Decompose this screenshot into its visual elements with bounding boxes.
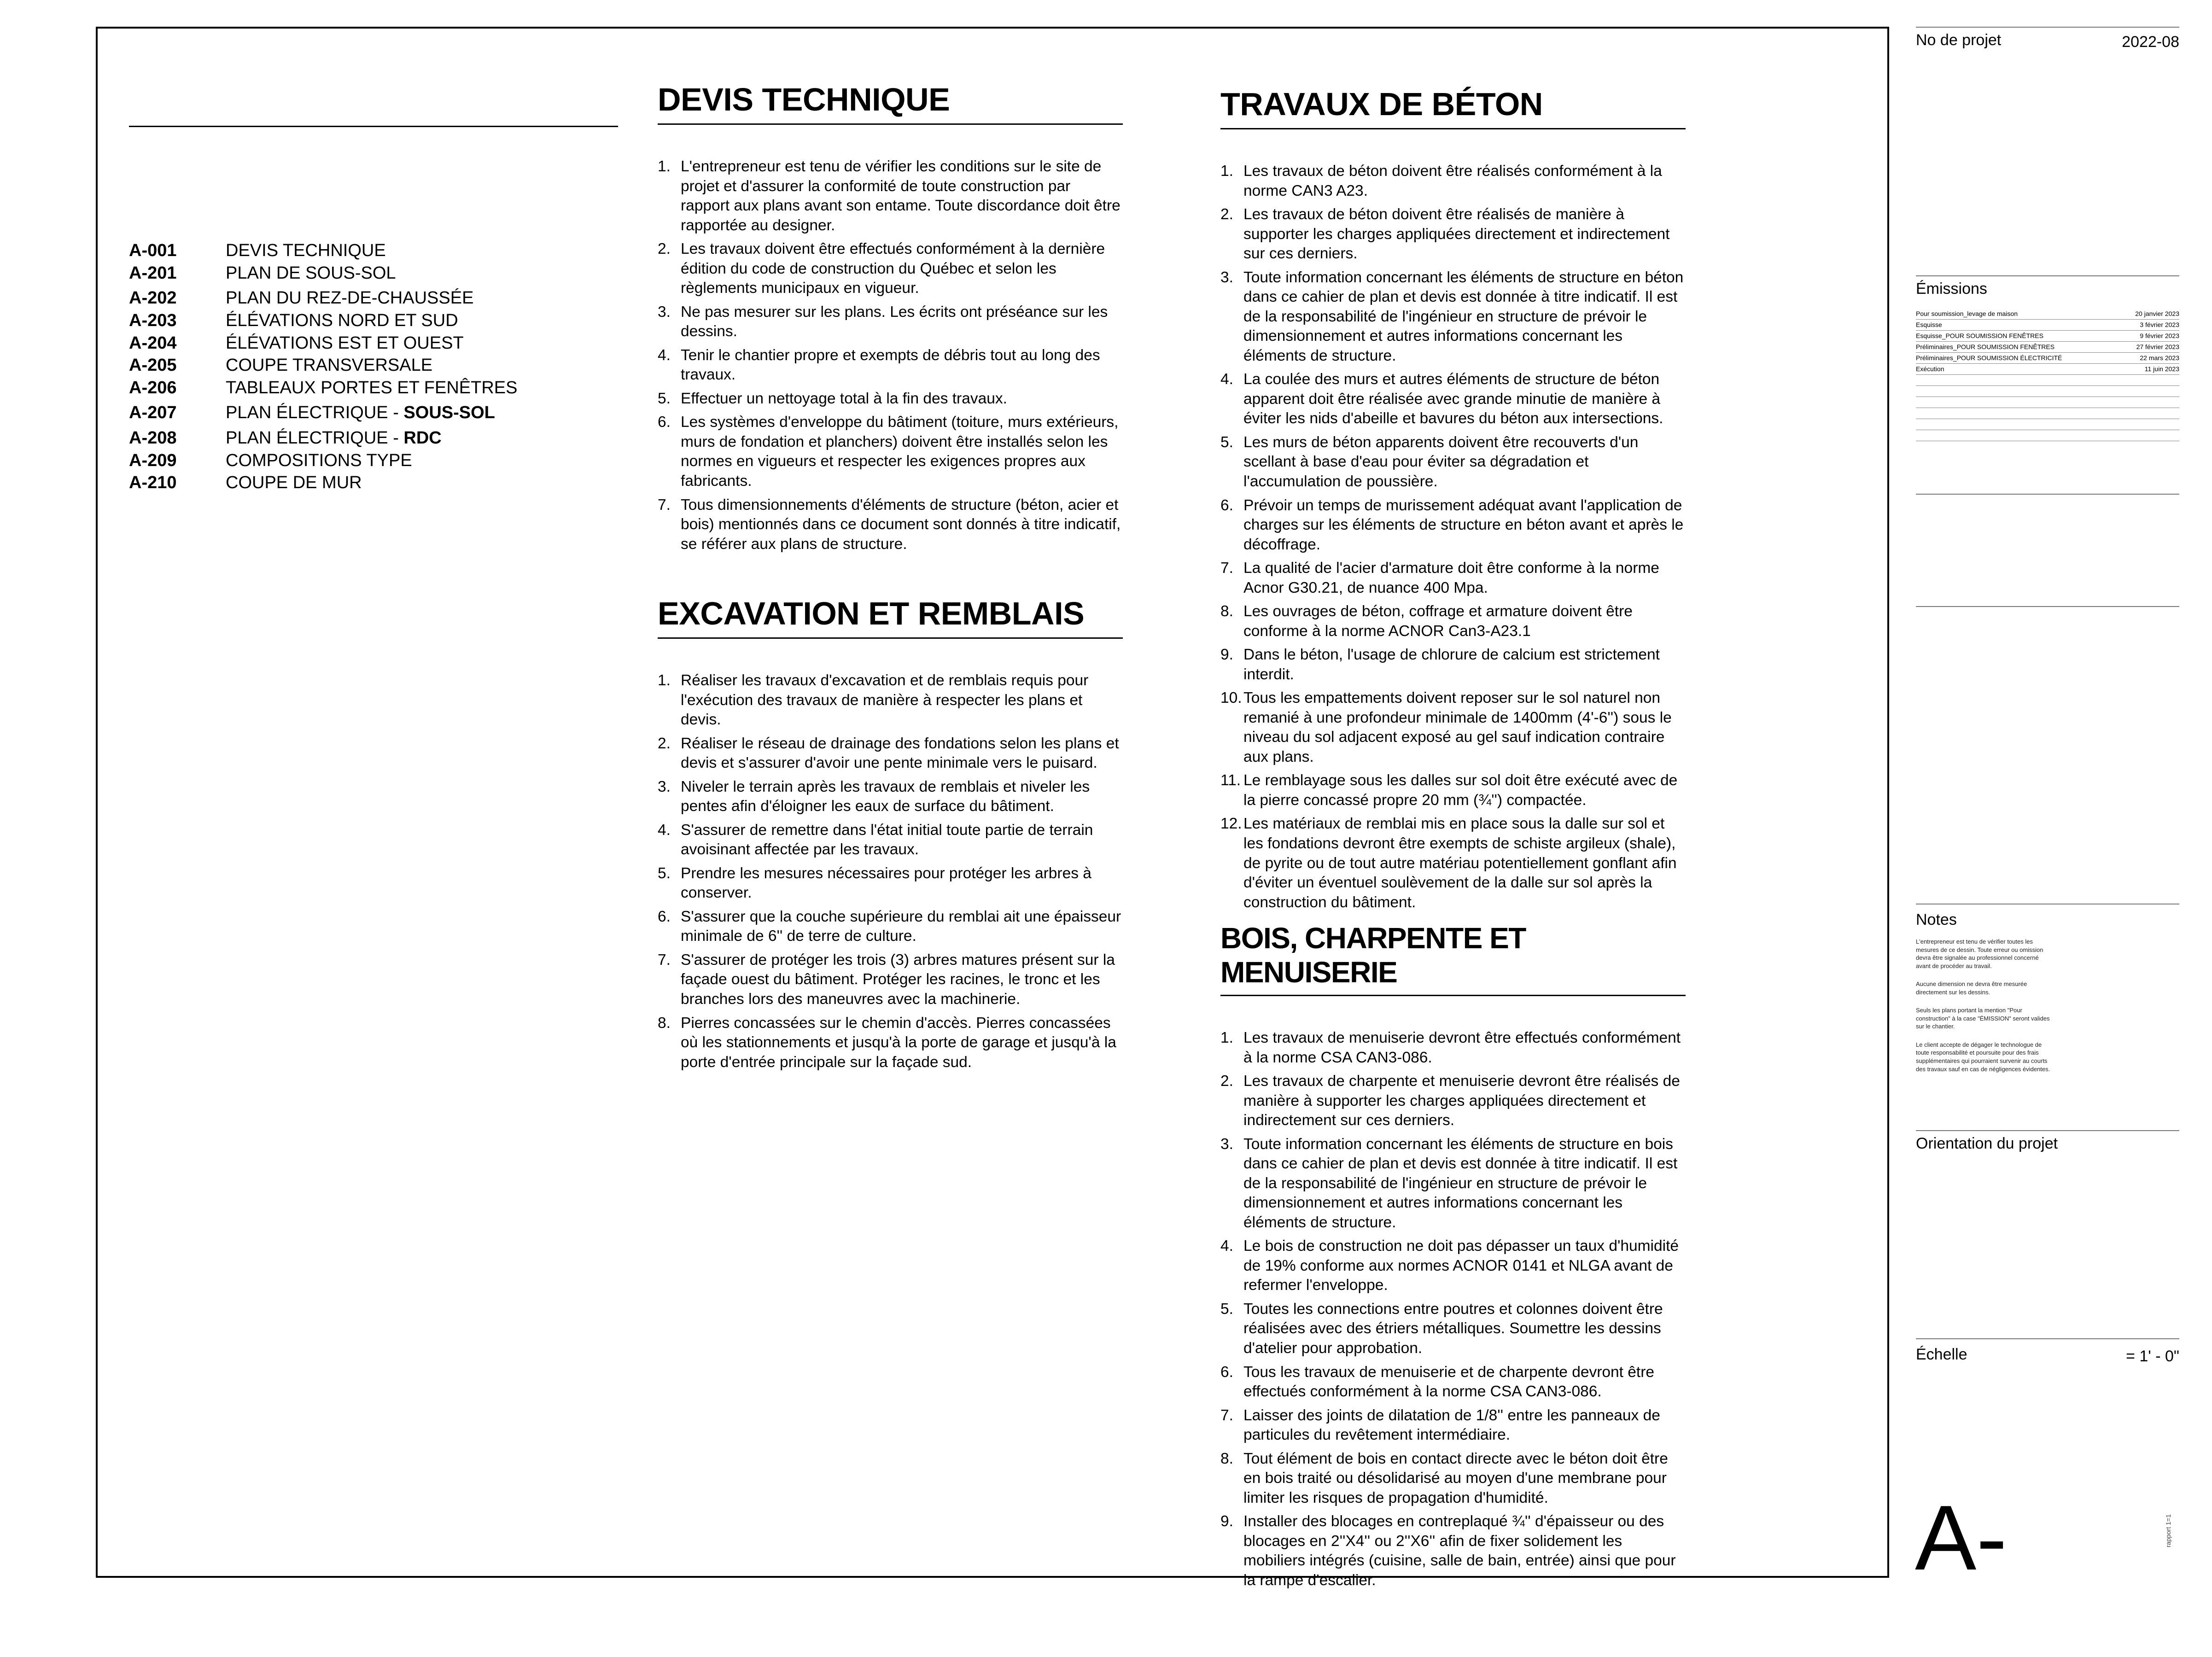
emission-row bbox=[1916, 408, 2179, 419]
spec-item bbox=[658, 496, 1123, 554]
spec-item-text: Les systèmes d'enveloppe du bâtiment (toiture, murs extérieurs, murs de fondation et planchers) doivent être installés selon les normes en vigueurs et respecter les exigences propres aux fabricants. bbox=[681, 414, 1119, 490]
spec-item-number: 1. bbox=[658, 672, 671, 689]
tb-rule bbox=[1916, 606, 2179, 607]
spec-item bbox=[1220, 205, 1686, 264]
spec-item bbox=[658, 303, 1123, 342]
emission-desc: Esquisse_POUR SOUMISSION FENÊTRES bbox=[1916, 332, 2043, 339]
spec-item bbox=[1220, 1449, 1686, 1508]
tb-rule bbox=[1916, 1338, 2179, 1339]
sheet-list-row bbox=[129, 427, 618, 449]
spec-item-text: Les ouvrages de béton, coffrage et armature doivent être conforme à la norme ACNOR Can3-A23.1 bbox=[1243, 603, 1633, 640]
sheet-name-text: PLAN ÉLECTRIQUE - bbox=[226, 428, 404, 448]
sheet-name bbox=[226, 377, 518, 399]
section-list bbox=[658, 157, 1123, 554]
spec-item-number: 4. bbox=[1220, 371, 1233, 388]
spec-item-text: Tous les empattements doivent reposer sur le sol naturel non remanié à une profondeur minimale de 1400mm (4'-6'') sous le niveau du sol adjacent exposé au gel sauf indication contraire aux plans. bbox=[1243, 689, 1672, 765]
sheet-name-text: COMPOSITIONS TYPE bbox=[226, 450, 412, 470]
sheet-name bbox=[226, 262, 396, 285]
section-title: BOIS, CHARPENTE ET MENUISERIE bbox=[1220, 922, 1526, 989]
spec-item-text: Dans le béton, l'usage de chlorure de calcium est strictement interdit. bbox=[1243, 646, 1660, 683]
section-rule bbox=[658, 123, 1123, 125]
spec-item-number: 9. bbox=[1220, 1513, 1233, 1530]
emission-row bbox=[1916, 309, 2179, 320]
spec-item bbox=[1220, 602, 1686, 641]
spec-item bbox=[658, 157, 1123, 235]
sheet-code: A-202 bbox=[129, 288, 177, 308]
note-paragraph: L'entrepreneur est tenu de vérifier toutes les mesures de ce dessin. Toute erreur ou omission devra être signalée au professionnel concerné avant de procéder au travail. bbox=[1916, 938, 2043, 969]
emission-row bbox=[1916, 320, 2179, 331]
spec-item-text: Niveler le terrain après les travaux de remblais et niveler les pentes afin d'éloigner les eaux de surface du bâtiment. bbox=[681, 778, 1090, 815]
spec-item-text: Tout élément de bois en contact directe avec le béton doit être en bois traité ou désolidarisé au moyen d'une membrane pour limiter les risques de propagation d'humidité. bbox=[1243, 1450, 1668, 1506]
spec-item-number: 5. bbox=[658, 390, 671, 407]
spec-item bbox=[1220, 1135, 1686, 1233]
sheet-name-bold: RDC bbox=[403, 428, 442, 448]
tb-rule bbox=[1916, 494, 2179, 495]
spec-item-number: 6. bbox=[1220, 1363, 1233, 1381]
tb-rule bbox=[1916, 27, 2179, 28]
spec-item-number: 12. bbox=[1220, 815, 1242, 833]
spec-item bbox=[658, 864, 1123, 903]
sheet-name bbox=[226, 449, 412, 472]
emission-date: 27 février 2023 bbox=[2136, 343, 2179, 350]
spec-item bbox=[1220, 162, 1686, 201]
spec-item bbox=[658, 951, 1123, 1009]
spec-item-text: Les travaux de béton doivent être réalisés de manière à supporter les charges appliquées directement et indirectement sur ces derniers. bbox=[1243, 206, 1670, 263]
spec-item-number: 6. bbox=[1220, 496, 1233, 514]
sheet-name-text: COUPE TRANSVERSALE bbox=[226, 356, 433, 375]
spec-item-number: 7. bbox=[658, 951, 671, 969]
emission-desc: Préliminaires_POUR SOUMISSION FENÊTRES bbox=[1916, 343, 2055, 350]
sheet-name-bold: SOUS-SOL bbox=[403, 403, 495, 423]
spec-item-number: 1. bbox=[658, 158, 671, 175]
spec-item-number: 6. bbox=[658, 414, 671, 431]
spec-item-number: 2. bbox=[1220, 1073, 1233, 1090]
emission-date: 3 février 2023 bbox=[2140, 321, 2179, 328]
spec-item-number: 2. bbox=[658, 735, 671, 752]
sheet-name bbox=[226, 472, 362, 494]
section-rule bbox=[658, 637, 1123, 639]
emission-row bbox=[1916, 331, 2179, 342]
spec-item bbox=[1220, 559, 1686, 598]
emission-row bbox=[1916, 353, 2179, 364]
notes-label: Notes bbox=[1916, 911, 1957, 928]
emission-desc: Préliminaires_POUR SOUMISSION ÉLECTRICITÉ bbox=[1916, 354, 2062, 362]
spec-item bbox=[1220, 771, 1686, 810]
spec-item-number: 8. bbox=[658, 1014, 671, 1032]
spec-item-text: Réaliser les travaux d'excavation et de remblais requis pour l'exécution des travaux de manière à respecter les plans et devis. bbox=[681, 672, 1089, 729]
project-number-label: No de projet bbox=[1916, 31, 2002, 49]
sheet-name-text: PLAN DU REZ-DE-CHAUSSÉE bbox=[226, 288, 474, 308]
spec-item-number: 8. bbox=[1220, 1450, 1233, 1467]
sheet-list bbox=[129, 239, 618, 494]
spec-item bbox=[1220, 1406, 1686, 1445]
emission-row bbox=[1916, 430, 2179, 441]
spec-item-number: 3. bbox=[658, 778, 671, 795]
spec-item bbox=[658, 821, 1123, 860]
section-list bbox=[658, 671, 1123, 1072]
sheet-list-row bbox=[129, 287, 618, 309]
spec-item bbox=[658, 346, 1123, 385]
spec-item bbox=[1220, 1512, 1686, 1590]
spec-item-number: 5. bbox=[1220, 1300, 1233, 1318]
spec-item bbox=[1220, 1237, 1686, 1295]
spec-item-number: 2. bbox=[658, 240, 671, 258]
spec-item-text: Prendre les mesures nécessaires pour protéger les arbres à conserver. bbox=[681, 864, 1091, 902]
orientation-label: Orientation du projet bbox=[1916, 1135, 2058, 1152]
spec-item-text: Les travaux doivent être effectués conformément à la dernière édition du code de construction du Québec et selon les règlements municipaux en vigueur. bbox=[681, 240, 1105, 297]
sheet-list-row bbox=[129, 402, 618, 424]
emissions-label: Émissions bbox=[1916, 280, 1987, 298]
spec-item-text: La qualité de l'acier d'armature doit être conforme à la norme Acnor G30.21, de nuance 400 Mpa. bbox=[1243, 560, 1659, 596]
spec-item-text: Toutes les connections entre poutres et colonnes doivent être réalisées avec des étriers métalliques. Soumettre les dessins d'atelier pour approbation. bbox=[1243, 1300, 1663, 1357]
spec-item-number: 1. bbox=[1220, 163, 1233, 180]
emission-date: 11 juin 2023 bbox=[2144, 365, 2179, 373]
spec-item-number: 2. bbox=[1220, 206, 1233, 223]
spec-item-number: 4. bbox=[658, 346, 671, 364]
spec-item-text: Prévoir un temps de murissement adéquat avant l'application de charges sur les éléments de structure en béton avant et après le décoffrage. bbox=[1243, 496, 1684, 553]
spec-item-number: 5. bbox=[658, 864, 671, 882]
note-paragraph: Seuls les plans portant la mention "Pour construction" à la case "ÉMISSION" seront valides sur le chantier. bbox=[1916, 1007, 2050, 1030]
emission-date: 20 janvier 2023 bbox=[2135, 310, 2179, 317]
spec-item-text: Toute information concernant les éléments de structure en bois dans ce cahier de plan et devis est donnée à titre indicatif. Il est de la responsabilité de l'ingénieur en structure de prévoir le dimensionnement et autres informations concernant les éléments de structure. bbox=[1243, 1135, 1678, 1231]
sheet-list-row bbox=[129, 354, 618, 377]
scale-label: Échelle bbox=[1916, 1346, 1967, 1363]
spec-item-text: Tous dimensionnements d'éléments de structure (béton, acier et bois) mentionnés dans ce document sont donnés à titre indicatif, se référer aux plans de structure. bbox=[681, 496, 1121, 553]
sheet-list-row bbox=[129, 239, 618, 262]
spec-item-number: 7. bbox=[658, 496, 671, 513]
emission-row bbox=[1916, 397, 2179, 408]
spec-item bbox=[658, 671, 1123, 730]
spec-item-text: Tenir le chantier propre et exempts de débris tout au long des travaux. bbox=[681, 346, 1100, 384]
spec-item bbox=[658, 777, 1123, 817]
spec-item-number: 7. bbox=[1220, 560, 1233, 577]
spec-item-number: 3. bbox=[1220, 1135, 1233, 1153]
sheet-name-text: ÉLÉVATIONS NORD ET SUD bbox=[226, 310, 458, 330]
sheet-name-text: COUPE DE MUR bbox=[226, 473, 362, 493]
sheet-code: A-206 bbox=[129, 378, 177, 397]
emission-desc: Exécution bbox=[1916, 365, 1944, 373]
sheet-code: A-209 bbox=[129, 450, 177, 470]
sheet-code: A-204 bbox=[129, 333, 177, 353]
sheet-name-text: PLAN ÉLECTRIQUE - bbox=[226, 403, 404, 423]
sheet-name-text: TABLEAUX PORTES ET FENÊTRES bbox=[226, 378, 518, 397]
emission-row bbox=[1916, 375, 2179, 386]
note-paragraph: Le client accepte de dégager le technologue de toute responsabilité et poursuite pour des frais supplémentaires qui pourraient survenir au courts des travaux sauf en cas de négligences évidentes. bbox=[1916, 1041, 2050, 1073]
spec-item bbox=[1220, 1028, 1686, 1068]
emission-row bbox=[1916, 364, 2179, 375]
sheet-name bbox=[226, 427, 442, 449]
sheet-name-text: DEVIS TECHNIQUE bbox=[226, 241, 386, 260]
sheet-code: A-201 bbox=[129, 263, 177, 283]
scale-value: = 1' - 0" bbox=[2126, 1348, 2179, 1365]
sheet-list-row bbox=[129, 309, 618, 332]
spec-item-text: Pierres concassées sur le chemin d'accès. Pierres concassées où les stationnements et jusqu'à la porte de garage et jusqu'à la porte d'entrée principale sur la façade sud. bbox=[681, 1014, 1116, 1071]
spec-item bbox=[1220, 433, 1686, 492]
spec-item-text: S'assurer de protéger les trois (3) arbres matures présent sur la façade ouest du bâtiment. Protéger les racines, le tronc et les branches lors des maneuvres avec la machinerie. bbox=[681, 951, 1115, 1008]
spec-item-text: Réaliser le réseau de drainage des fondations selon les plans et devis et s'assurer d'avoir une pente minimale vers le puisard. bbox=[681, 735, 1119, 772]
emissions-table bbox=[1916, 309, 2179, 441]
note-paragraph: Aucune dimension ne devra être mesurée directement sur les dessins. bbox=[1916, 980, 2027, 996]
spec-item-text: Le bois de construction ne doit pas dépasser un taux d'humidité de 19% conforme aux normes ACNOR 0141 et NLGA avant de refermer l'enveloppe. bbox=[1243, 1237, 1679, 1294]
sheet-list-row bbox=[129, 472, 618, 494]
sheet-number: A- bbox=[1915, 1487, 2007, 1589]
section-beton bbox=[1220, 86, 1686, 916]
spec-item-text: Le remblayage sous les dalles sur sol doit être exécuté avec de la pierre concassé propre 20 mm (¾'') compactée. bbox=[1243, 772, 1678, 809]
spec-item bbox=[1220, 268, 1686, 366]
section-rule bbox=[1220, 128, 1686, 129]
sheet-name bbox=[226, 309, 458, 332]
spec-item-text: Installer des blocages en contreplaqué ¾'' d'épaisseur ou des blocages en 2''X4'' ou 2''X6'' afin de fixer solidement les mobiliers intégrés (cuisine, salle de bain, entrée) ainsi que pour la rampe d'escalier. bbox=[1243, 1513, 1676, 1589]
sheet-list-row bbox=[129, 377, 618, 399]
spec-item-number: 4. bbox=[1220, 1237, 1233, 1255]
spec-item-text: Les travaux de charpente et menuiserie devront être réalisés de manière à supporter les charges appliquées directement et indirectement sur ces derniers. bbox=[1243, 1073, 1680, 1129]
spec-item bbox=[1220, 496, 1686, 555]
spec-item bbox=[1220, 688, 1686, 767]
emission-row bbox=[1916, 342, 2179, 353]
spec-item-text: La coulée des murs et autres éléments de structure de béton apparent doit être réalisée avec grande minutie de manière à éviter les nids d'abeille et bavures du béton aux intersections. bbox=[1243, 371, 1663, 427]
sheet-list-row bbox=[129, 449, 618, 472]
spec-item-text: Les travaux de menuiserie devront être effectués conformément à la norme CSA CAN3-086. bbox=[1243, 1029, 1681, 1066]
tb-rule bbox=[1916, 1130, 2179, 1131]
emission-desc: Esquisse bbox=[1916, 321, 1942, 328]
spec-item-number: 6. bbox=[658, 908, 671, 925]
notes-text bbox=[1916, 938, 2054, 1083]
sheet-name bbox=[226, 354, 432, 377]
spec-item-text: Effectuer un nettoyage total à la fin des travaux. bbox=[681, 390, 1007, 407]
sheet-list-row bbox=[129, 332, 618, 355]
emission-row bbox=[1916, 386, 2179, 397]
section-devis bbox=[658, 81, 1123, 558]
section-title: TRAVAUX DE BÉTON bbox=[1220, 86, 1543, 122]
section-title: DEVIS TECHNIQUE bbox=[658, 82, 950, 117]
sheet-name bbox=[226, 332, 464, 355]
sheet-code: A-210 bbox=[129, 473, 177, 493]
side-reference: rapport 1=1 bbox=[2165, 1514, 2172, 1547]
spec-item bbox=[1220, 1072, 1686, 1131]
section-excavation bbox=[658, 595, 1123, 1076]
sheet-code: A-208 bbox=[129, 428, 177, 448]
spec-item bbox=[1220, 370, 1686, 429]
spec-item-number: 5. bbox=[1220, 433, 1233, 451]
sheet-name-text: ÉLÉVATIONS EST ET OUEST bbox=[226, 333, 464, 353]
sheet-code: A-203 bbox=[129, 310, 177, 330]
sheet-list-row bbox=[129, 262, 618, 285]
sheet-name-text: PLAN DE SOUS-SOL bbox=[226, 263, 396, 283]
spec-item-text: L'entrepreneur est tenu de vérifier les conditions sur le site de projet et d'assurer la conformité de toute construction par rapport aux plans avant son entame. Toute discordance doit être rapportée au designer. bbox=[681, 158, 1121, 234]
spec-item-number: 11. bbox=[1220, 772, 1241, 789]
sheet-name bbox=[226, 239, 386, 262]
sheet-code: A-207 bbox=[129, 403, 177, 423]
emission-row bbox=[1916, 419, 2179, 430]
spec-item-text: Les murs de béton apparents doivent être recouverts d'un scellant à base d'eau pour éviter sa dégradation et l'accumulation de poussière. bbox=[1243, 433, 1639, 490]
spec-item-number: 4. bbox=[658, 821, 671, 839]
spec-item-number: 10. bbox=[1220, 689, 1242, 707]
spec-item bbox=[658, 389, 1123, 409]
spec-item-text: S'assurer de remettre dans l'état initial toute partie de terrain avoisinant affectée par les travaux. bbox=[681, 821, 1093, 858]
spec-item bbox=[658, 734, 1123, 773]
emission-date: 9 février 2023 bbox=[2140, 332, 2179, 339]
spec-item-text: Les matériaux de remblai mis en place sous la dalle sur sol et les fondations devront être exempts de schiste argileux (shale), de pyrite ou de tout autre matériau potentiellement gonflant afin d'éviter un éventuel soulèvement de la dalle sur sol après la construction du bâtiment. bbox=[1243, 815, 1677, 911]
spec-item-number: 3. bbox=[658, 303, 671, 321]
section-title: EXCAVATION ET REMBLAIS bbox=[658, 595, 1085, 631]
spec-item-number: 1. bbox=[1220, 1029, 1233, 1046]
project-number: 2022-08 bbox=[2122, 33, 2179, 51]
sheet-code: A-001 bbox=[129, 241, 177, 260]
sheet-name bbox=[226, 402, 495, 424]
spec-item bbox=[658, 1014, 1123, 1073]
spec-item bbox=[1220, 1363, 1686, 1402]
spec-item-number: 9. bbox=[1220, 646, 1233, 664]
spec-item-text: Laisser des joints de dilatation de 1/8'' entre les panneaux de particules du revêtement intermédiaire. bbox=[1243, 1406, 1660, 1444]
sheet-code: A-205 bbox=[129, 356, 177, 375]
spec-item-text: Toute information concernant les éléments de structure en béton dans ce cahier de plan et devis est donnée à titre indicatif. Il est de la responsabilité de l'ingénieur en structure de prévoir le dimensionnement et autres informations concernant les éléments de structure. bbox=[1243, 268, 1684, 364]
sheet-name bbox=[226, 287, 473, 309]
spec-item bbox=[1220, 814, 1686, 912]
spec-item-text: Les travaux de béton doivent être réalisés conformément à la norme CAN3 A23. bbox=[1243, 163, 1662, 199]
emission-date: 22 mars 2023 bbox=[2140, 354, 2179, 362]
spec-item-number: 8. bbox=[1220, 603, 1233, 620]
spec-item bbox=[1220, 645, 1686, 684]
spec-item bbox=[658, 907, 1123, 946]
spec-item-text: Ne pas mesurer sur les plans. Les écrits ont préséance sur les dessins. bbox=[681, 303, 1108, 340]
spec-item-number: 7. bbox=[1220, 1406, 1233, 1424]
spec-item-text: Tous les travaux de menuiserie et de charpente devront être effectués conformément à la norme CSA CAN3-086. bbox=[1243, 1363, 1654, 1400]
section-list bbox=[1220, 162, 1686, 912]
section-list bbox=[1220, 1028, 1686, 1590]
section-rule bbox=[1220, 995, 1686, 996]
spec-item bbox=[1220, 1300, 1686, 1359]
tb-rule bbox=[1916, 275, 2179, 276]
section-bois bbox=[1220, 921, 1686, 1594]
spec-item-text: S'assurer que la couche supérieure du remblai ait une épaisseur minimale de 6'' de terre de culture. bbox=[681, 908, 1121, 945]
spec-item-number: 3. bbox=[1220, 268, 1233, 286]
sheet-list-rule bbox=[129, 126, 618, 127]
spec-item bbox=[658, 239, 1123, 298]
spec-item bbox=[658, 413, 1123, 491]
emission-desc: Pour soumission_levage de maison bbox=[1916, 310, 2018, 317]
